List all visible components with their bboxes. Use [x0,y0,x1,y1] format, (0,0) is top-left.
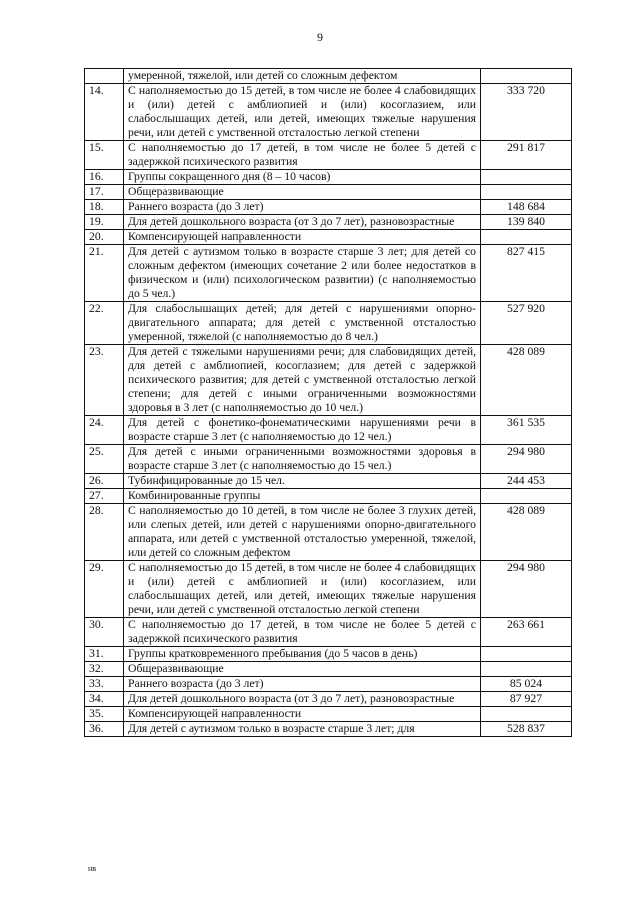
table-row [85,445,572,474]
row-value [481,707,572,722]
row-value [481,170,572,185]
table-row [85,474,572,489]
row-number: 25. [85,445,124,474]
table-row [85,69,572,84]
row-value: 428 089 [481,504,572,561]
row-description: Тубинфицированные до 15 чел. [124,474,481,489]
table-row [85,141,572,170]
row-description: Для детей дошкольного возраста (от 3 до 7 лет), разновозрастные [124,215,481,230]
row-value: 361 535 [481,416,572,445]
table-row [85,722,572,737]
row-description: Раннего возраста (до 3 лет) [124,677,481,692]
row-value [481,69,572,84]
row-number: 18. [85,200,124,215]
row-number: 27. [85,489,124,504]
row-number: 33. [85,677,124,692]
table-row [85,215,572,230]
table-row [85,561,572,618]
row-description: С наполняемостью до 17 детей, в том числе не более 5 детей с задержкой психического развития [124,618,481,647]
row-description: Для детей с аутизмом только в возрасте старше 3 лет; для [124,722,481,737]
table-body [85,69,572,737]
row-value [481,230,572,245]
row-description: Для детей с фонетико-фонематическими нарушениями речи в возрасте старше 3 лет (с наполняемостью до 12 чел.) [124,416,481,445]
table-row [85,489,572,504]
row-number: 22. [85,302,124,345]
row-description: Группы кратковременного пребывания (до 5 часов в день) [124,647,481,662]
row-description: Для слабослышащих детей; для детей с нарушениями опорно-двигательного аппарата; для детей с умственной отсталостью умеренной, тяжелой (с наполняемостью до 8 чел.) [124,302,481,345]
table-row [85,230,572,245]
table-row [85,416,572,445]
row-value: 139 840 [481,215,572,230]
table-row [85,185,572,200]
row-number: 19. [85,215,124,230]
row-description: Для детей с тяжелыми нарушениями речи; для слабовидящих детей, для детей с амблиопией, косоглазием; для детей с задержкой психического развития; для детей с умственной отсталостью легкой степени; для детей с иными ограниченными возможностями здоровья в 3 лет (с наполняемостью до 10 чел.) [124,345,481,416]
row-value: 85 024 [481,677,572,692]
table-row [85,345,572,416]
table-row [85,677,572,692]
row-number: 34. [85,692,124,707]
row-description: Компенсирующей направленности [124,707,481,722]
table-row [85,245,572,302]
table-row [85,302,572,345]
row-value: 87 927 [481,692,572,707]
row-description: Для детей дошкольного возраста (от 3 до 7 лет), разновозрастные [124,692,481,707]
row-number: 17. [85,185,124,200]
row-number: 14. [85,84,124,141]
row-value: 244 453 [481,474,572,489]
table-row [85,170,572,185]
row-number: 21. [85,245,124,302]
row-number: 29. [85,561,124,618]
row-description: Группы сокращенного дня (8 – 10 часов) [124,170,481,185]
row-number: 23. [85,345,124,416]
table-row [85,84,572,141]
row-description: Раннего возраста (до 3 лет) [124,200,481,215]
row-description: С наполняемостью до 15 детей, в том числе не более 4 слабовидящих и (или) детей с амблиопией и (или) косоглазием, или слабослышащих детей, или детей, имеющих тяжелые нарушения речи, или детей с умственной отсталостью легкой степени [124,561,481,618]
row-value [481,662,572,677]
row-value [481,647,572,662]
row-value: 528 837 [481,722,572,737]
table-row [85,662,572,677]
footer-mark: нв [88,864,97,873]
row-number: 36. [85,722,124,737]
row-number: 30. [85,618,124,647]
table-row [85,707,572,722]
row-description: Общеразвивающие [124,185,481,200]
row-value: 294 980 [481,445,572,474]
row-value: 294 980 [481,561,572,618]
row-number: 35. [85,707,124,722]
row-description: Комбинированные группы [124,489,481,504]
row-number: 26. [85,474,124,489]
row-description: Компенсирующей направленности [124,230,481,245]
table-row [85,200,572,215]
row-description: умеренной, тяжелой, или детей со сложным дефектом [124,69,481,84]
row-number: 16. [85,170,124,185]
table-row [85,692,572,707]
row-value: 827 415 [481,245,572,302]
row-description: С наполняемостью до 15 детей, в том числе не более 4 слабовидящих и (или) детей с амблиопией и (или) косоглазием, или слабослышащих детей, или детей, имеющих тяжелые нарушения речи, или детей с умственной отсталостью легкой степени [124,84,481,141]
table-row [85,647,572,662]
row-value [481,489,572,504]
row-description: Для детей с иными ограниченными возможностями здоровья в возрасте старше 3 лет (с наполняемостью до 15 чел.) [124,445,481,474]
cost-table [84,68,572,737]
table-row [85,504,572,561]
row-value [481,185,572,200]
page-number: 9 [317,30,323,44]
row-description: С наполняемостью до 17 детей, в том числе не более 5 детей с задержкой психического развития [124,141,481,170]
row-number: 20. [85,230,124,245]
row-description: Общеразвивающие [124,662,481,677]
table-row [85,618,572,647]
row-value: 291 817 [481,141,572,170]
row-value: 148 684 [481,200,572,215]
row-number: 28. [85,504,124,561]
row-value: 527 920 [481,302,572,345]
row-number [85,69,124,84]
row-value: 428 089 [481,345,572,416]
row-number: 32. [85,662,124,677]
row-value: 263 661 [481,618,572,647]
row-value: 333 720 [481,84,572,141]
row-number: 24. [85,416,124,445]
row-number: 15. [85,141,124,170]
row-description: С наполняемостью до 10 детей, в том числе не более 3 глухих детей, или слепых детей, или детей с нарушениями опорно-двигательного аппарата, или детей с умственной отсталостью умеренной, тяжелой, или детей со сложным дефектом [124,504,481,561]
row-number: 31. [85,647,124,662]
row-description: Для детей с аутизмом только в возрасте старше 3 лет; для детей со сложным дефектом (имеющих сочетание 2 или более недостатков в физическом и (или) психологическом развитии) (с наполняемостью до 5 чел.) [124,245,481,302]
